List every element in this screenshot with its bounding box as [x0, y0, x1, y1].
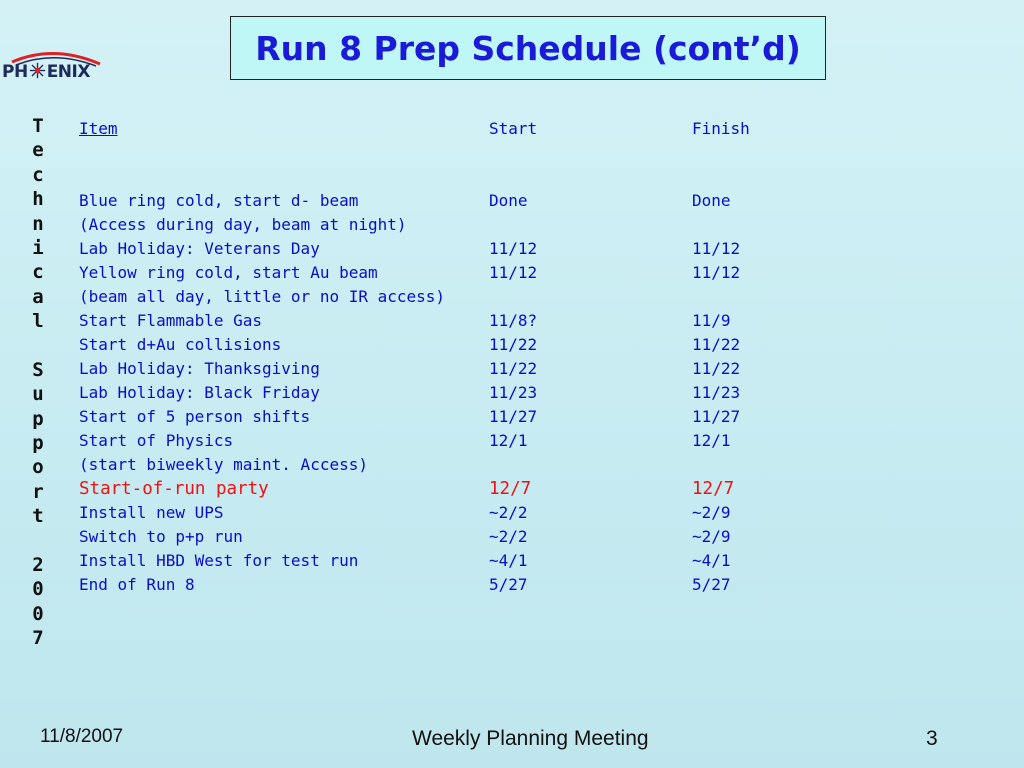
slide-title: Run 8 Prep Schedule (cont’d)	[255, 28, 801, 68]
table-row	[79, 549, 779, 573]
sidebar-char: 0	[32, 602, 44, 625]
row-item: Install HBD West for test run	[79, 551, 359, 570]
row-start: 11/27	[489, 407, 538, 426]
table-row	[79, 333, 779, 357]
row-finish: 12/7	[692, 479, 735, 499]
row-start: 12/1	[489, 431, 528, 450]
table-row	[79, 429, 779, 453]
row-item: Start of 5 person shifts	[79, 407, 311, 426]
sidebar-char: 2	[32, 554, 44, 577]
sidebar-char: l	[32, 310, 44, 333]
table-row	[79, 189, 779, 213]
row-item: Switch to p+p run	[79, 527, 243, 546]
row-finish: 11/22	[692, 335, 741, 354]
table-row	[79, 477, 779, 501]
row-start: 11/23	[489, 383, 538, 402]
row-item: Install new UPS	[79, 503, 224, 522]
page-number: 3	[926, 727, 938, 750]
table-row	[79, 285, 779, 309]
row-item: Lab Holiday: Veterans Day	[79, 239, 320, 258]
row-finish: 11/27	[692, 407, 741, 426]
row-finish: 11/22	[692, 359, 741, 378]
sidebar-char: a	[32, 285, 44, 308]
row-start: 12/7	[489, 479, 532, 499]
row-item: End of Run 8	[79, 575, 195, 594]
sidebar-char: h	[32, 188, 44, 211]
header-item: Item	[79, 119, 118, 138]
row-start: ~2/2	[489, 503, 528, 522]
schedule-table	[79, 117, 779, 597]
row-start: 11/22	[489, 335, 538, 354]
header-finish: Finish	[692, 119, 750, 138]
row-finish: 11/12	[692, 239, 741, 258]
sidebar-char: t	[32, 505, 44, 528]
row-start: 5/27	[489, 575, 528, 594]
sidebar-char	[22, 334, 54, 358]
sidebar-char: 7	[32, 627, 44, 650]
row-item: Lab Holiday: Thanksgiving	[79, 359, 320, 378]
sidebar-char: r	[32, 480, 44, 503]
table-row	[79, 213, 779, 237]
row-finish: 11/23	[692, 383, 741, 402]
sidebar-char: S	[32, 358, 44, 381]
row-item: (Access during day, beam at night)	[79, 215, 407, 234]
row-finish: ~2/9	[692, 527, 731, 546]
table-row	[79, 405, 779, 429]
sidebar-char: p	[32, 407, 44, 430]
sidebar-char: c	[32, 261, 44, 284]
row-finish: Done	[692, 191, 731, 210]
table-row	[79, 309, 779, 333]
sidebar-char: o	[32, 456, 44, 479]
schedule-rows	[79, 189, 779, 597]
vertical-sidebar-text	[22, 114, 54, 651]
row-item: (beam all day, little or no IR access)	[79, 287, 446, 306]
row-item: Start-of-run party	[79, 479, 269, 499]
table-row	[79, 525, 779, 549]
sidebar-char: n	[32, 212, 44, 235]
sidebar-char: c	[32, 163, 44, 186]
sidebar-char: p	[32, 432, 44, 455]
row-start: 11/8?	[489, 311, 538, 330]
sidebar-char: i	[32, 236, 44, 259]
schedule-header	[79, 117, 779, 141]
table-row	[79, 573, 779, 597]
row-finish: 11/12	[692, 263, 741, 282]
table-row	[79, 237, 779, 261]
row-finish: 5/27	[692, 575, 731, 594]
footer-title: Weekly Planning Meeting	[412, 727, 649, 750]
row-item: Yellow ring cold, start Au beam	[79, 263, 378, 282]
row-finish: ~2/9	[692, 503, 731, 522]
footer-date: 11/8/2007	[40, 726, 124, 747]
row-finish: 12/1	[692, 431, 731, 450]
sidebar-char: e	[32, 139, 44, 162]
row-item: Blue ring cold, start d- beam	[79, 191, 359, 210]
sidebar-char	[22, 529, 54, 553]
header-start: Start	[489, 119, 538, 138]
row-finish: 11/9	[692, 311, 731, 330]
title-box	[230, 16, 826, 80]
row-start: ~2/2	[489, 527, 528, 546]
row-item: (start biweekly maint. Access)	[79, 455, 368, 474]
phenix-logo	[0, 48, 110, 88]
row-item: Start d+Au collisions	[79, 335, 282, 354]
row-item: Start of Physics	[79, 431, 234, 450]
sidebar-char: T	[32, 115, 44, 137]
row-finish: ~4/1	[692, 551, 731, 570]
row-item: Lab Holiday: Black Friday	[79, 383, 320, 402]
sidebar-char: u	[32, 383, 44, 406]
table-row	[79, 357, 779, 381]
row-start: 11/22	[489, 359, 538, 378]
sidebar-char: 0	[32, 578, 44, 601]
row-start: 11/12	[489, 239, 538, 258]
table-row	[79, 453, 779, 477]
phenix-star-icon	[29, 62, 46, 79]
row-start: 11/12	[489, 263, 538, 282]
table-row	[79, 501, 779, 525]
row-start: ~4/1	[489, 551, 528, 570]
table-row	[79, 381, 779, 405]
table-row	[79, 261, 779, 285]
row-start: Done	[489, 191, 528, 210]
row-item: Start Flammable Gas	[79, 311, 263, 330]
logo-text: PH ENIX	[2, 62, 90, 82]
